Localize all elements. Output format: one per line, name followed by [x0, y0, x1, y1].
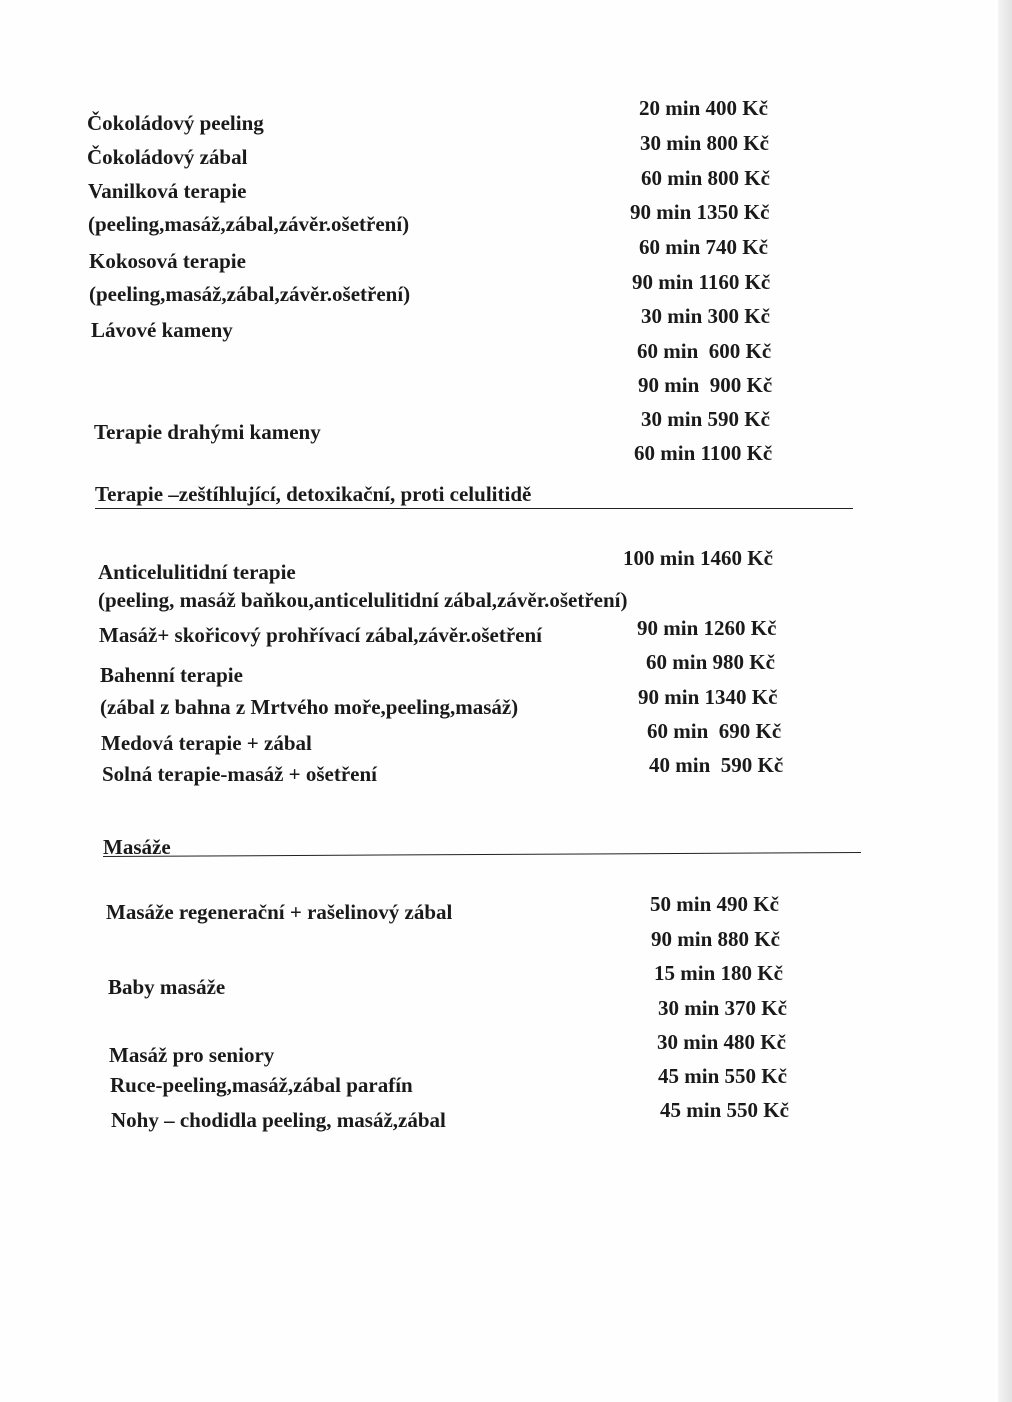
- item-price: 45 min 550 Kč: [658, 1064, 787, 1088]
- item-name: (peeling,masáž,zábal,závěr.ošetření): [88, 212, 410, 236]
- item-name: Čokoládový zábal: [87, 145, 248, 169]
- item-price: 60 min 980 Kč: [646, 650, 775, 674]
- item-name: Vanilková terapie: [88, 179, 247, 203]
- item-name: Masáže regenerační + rašelinový zábal: [106, 900, 453, 924]
- item-name: Anticelulitidní terapie: [98, 560, 296, 584]
- item-price: 90 min 1160 Kč: [632, 270, 771, 294]
- item-name: Solná terapie-masáž + ošetření: [102, 762, 377, 786]
- item-name: Bahenní terapie: [100, 663, 243, 687]
- item-name: Terapie drahými kameny: [94, 420, 321, 444]
- item-price: 90 min 1340 Kč: [638, 685, 778, 709]
- item-price: 90 min 900 Kč: [638, 373, 773, 397]
- item-name: Nohy – chodidla peeling, masáž,zábal: [111, 1108, 446, 1132]
- section-divider: [103, 852, 861, 857]
- item-name: (peeling,masáž,zábal,závěr.ošetření): [89, 282, 411, 306]
- item-price: 30 min 370 Kč: [658, 996, 787, 1020]
- section-heading: Masáže: [103, 835, 171, 859]
- item-price: 45 min 550 Kč: [660, 1098, 789, 1122]
- item-name: Kokosová terapie: [89, 249, 246, 273]
- item-price: 30 min 480 Kč: [657, 1030, 786, 1054]
- item-name: Čokoládový peeling: [87, 111, 264, 135]
- item-price: 90 min 1350 Kč: [630, 200, 770, 224]
- page-edge: [998, 0, 1012, 1402]
- item-price: 60 min 600 Kč: [637, 339, 772, 363]
- item-price: 30 min 590 Kč: [641, 407, 770, 431]
- item-price: 60 min 800 Kč: [641, 166, 770, 190]
- item-price: 50 min 490 Kč: [650, 892, 779, 916]
- item-price: 20 min 400 Kč: [639, 96, 768, 120]
- item-price: 60 min 690 Kč: [647, 719, 782, 743]
- item-price: 60 min 1100 Kč: [634, 441, 773, 465]
- item-price: 15 min 180 Kč: [654, 961, 783, 985]
- item-name: (peeling, masáž baňkou,anticelulitidní zábal,závěr.ošetření): [98, 588, 628, 612]
- item-price: 40 min 590 Kč: [649, 753, 784, 777]
- item-name: Masáž+ skořicový prohřívací zábal,závěr.ošetření: [99, 623, 542, 647]
- item-name: Lávové kameny: [91, 318, 233, 342]
- section-heading: Terapie –zeštíhlující, detoxikační, proti celulitidě: [95, 482, 532, 506]
- item-name: Ruce-peeling,masáž,zábal parafín: [110, 1073, 413, 1097]
- section-divider: [95, 508, 853, 509]
- item-price: 30 min 800 Kč: [640, 131, 769, 155]
- item-name: Medová terapie + zábal: [101, 731, 312, 755]
- item-name: Masáž pro seniory: [109, 1043, 275, 1067]
- item-price: 60 min 740 Kč: [639, 235, 768, 259]
- item-price: 90 min 880 Kč: [651, 927, 780, 951]
- item-price: 100 min 1460 Kč: [623, 546, 773, 570]
- item-name: Baby masáže: [108, 975, 226, 999]
- item-name: (zábal z bahna z Mrtvého moře,peeling,masáž): [100, 695, 519, 719]
- item-price: 90 min 1260 Kč: [637, 616, 777, 640]
- item-price: 30 min 300 Kč: [641, 304, 770, 328]
